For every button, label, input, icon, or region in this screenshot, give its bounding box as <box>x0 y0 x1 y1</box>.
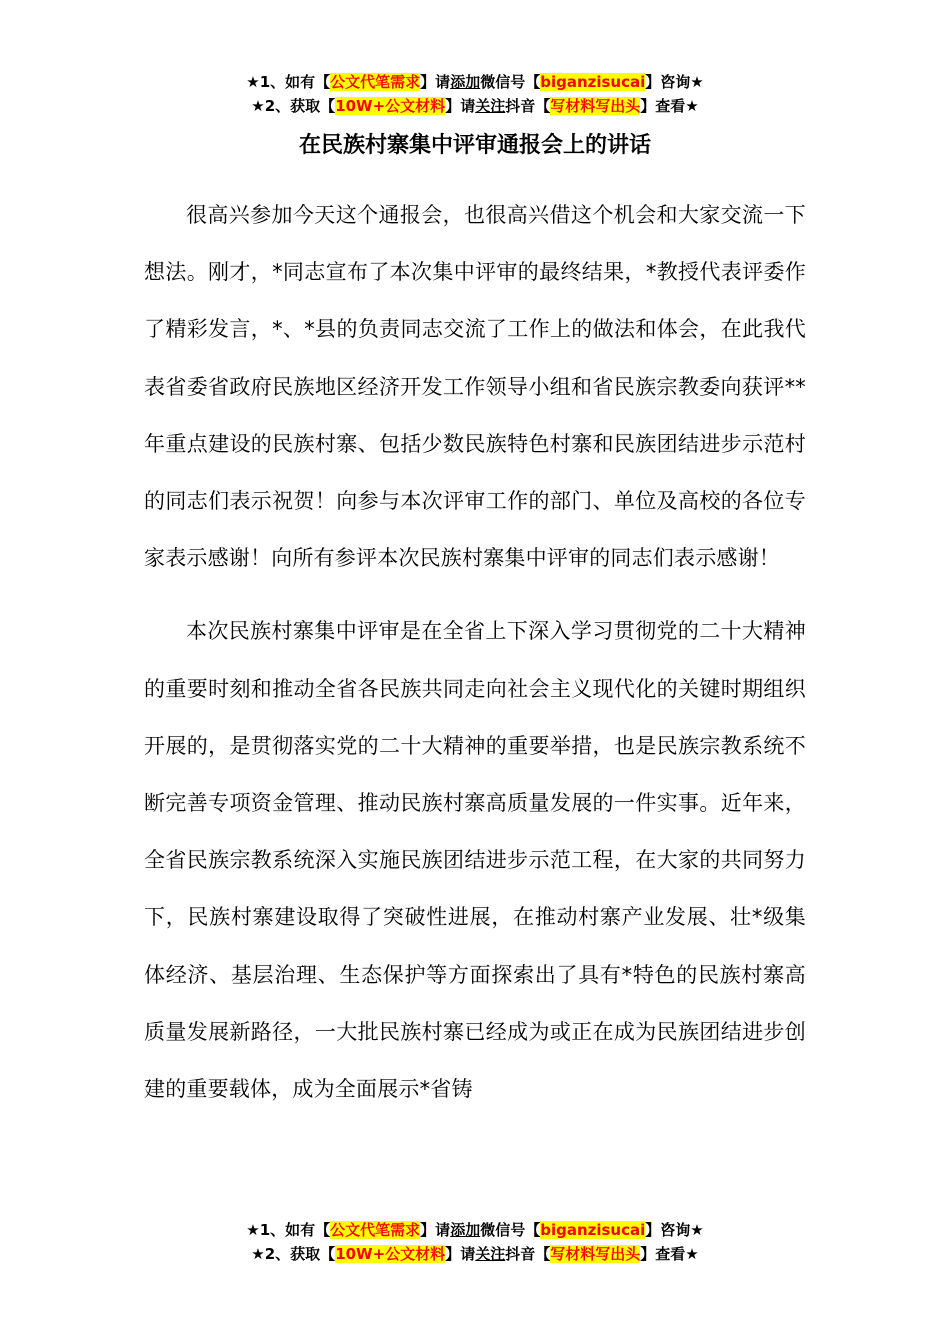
promo-highlight: 公文代笔需求 <box>330 73 421 91</box>
footer-promo-banner <box>0 1218 950 1266</box>
promo-wechat-id: biganzisucai <box>540 1221 646 1239</box>
header-promo-banner <box>0 70 950 118</box>
promo-wechat-id: biganzisucai <box>540 73 646 91</box>
promo-highlight: 公文代笔需求 <box>330 1221 421 1239</box>
promo-emphasis: 关注 <box>475 97 506 115</box>
promo-highlight: 10W+公文材料 <box>335 97 446 115</box>
promo-line-2: ★2、获取【10W+公文材料】请关注抖音【写材料写出头】查看★ <box>251 1245 699 1263</box>
promo-douyin-id: 写材料写出头 <box>550 97 641 115</box>
promo-highlight: 10W+公文材料 <box>335 1245 446 1263</box>
promo-line-2: ★2、获取【10W+公文材料】请关注抖音【写材料写出头】查看★ <box>251 97 699 115</box>
promo-douyin-id: 写材料写出头 <box>550 1245 641 1263</box>
promo-line-1: ★1、如有【公文代笔需求】请添加微信号【biganzisucai】咨询★ <box>246 73 704 91</box>
promo-line-1: ★1、如有【公文代笔需求】请添加微信号【biganzisucai】咨询★ <box>246 1221 704 1239</box>
promo-emphasis: 关注 <box>475 1245 506 1263</box>
document-title: 在民族村寨集中评审通报会上的讲话 <box>298 133 651 158</box>
document-body <box>144 187 806 1118</box>
paragraph: 本次民族村寨集中评审是在全省上下深入学习贯彻党的二十大精神的重要时刻和推动全省各民族共同走向社会主义现代化的关键时期组织开展的，是贯彻落实党的二十大精神的重要举措，也是民族宗教系统不断完善专项资金管理、推动民族村寨高质量发展的一件实事。近年来，全省民族宗教系统深入实施民族团结进步示范工程，在大家的共同努力下，民族村寨建设取得了突破性进展，在推动村寨产业发展、壮*级集体经济、基层治理、生态保护等方面探索出了具有*特色的民族村寨高质量发展新路径，一大批民族村寨已经成为或正在成为民族团结进步创建的重要载体，成为全面展示*省铸 <box>144 619 806 1102</box>
paragraph: 很高兴参加今天这个通报会，也很高兴借这个机会和大家交流一下想法。刚才，*同志宣布了本次集中评审的最终结果，*教授代表评委作了精彩发言，*、*县的负责同志交流了工作上的做法和体会，在此我代表省委省政府民族地区经济开发工作领导小组和省民族宗教委向获评**年重点建设的民族村寨、包括少数民族特色村寨和民族团结进步示范村的同志们表示祝贺！向参与本次评审工作的部门、单位及高校的各位专家表示感谢！向所有参评本次民族村寨集中评审的同志们表示感谢！ <box>144 203 806 571</box>
promo-emphasis: 添加 <box>450 1221 481 1239</box>
promo-emphasis: 添加 <box>450 73 481 91</box>
